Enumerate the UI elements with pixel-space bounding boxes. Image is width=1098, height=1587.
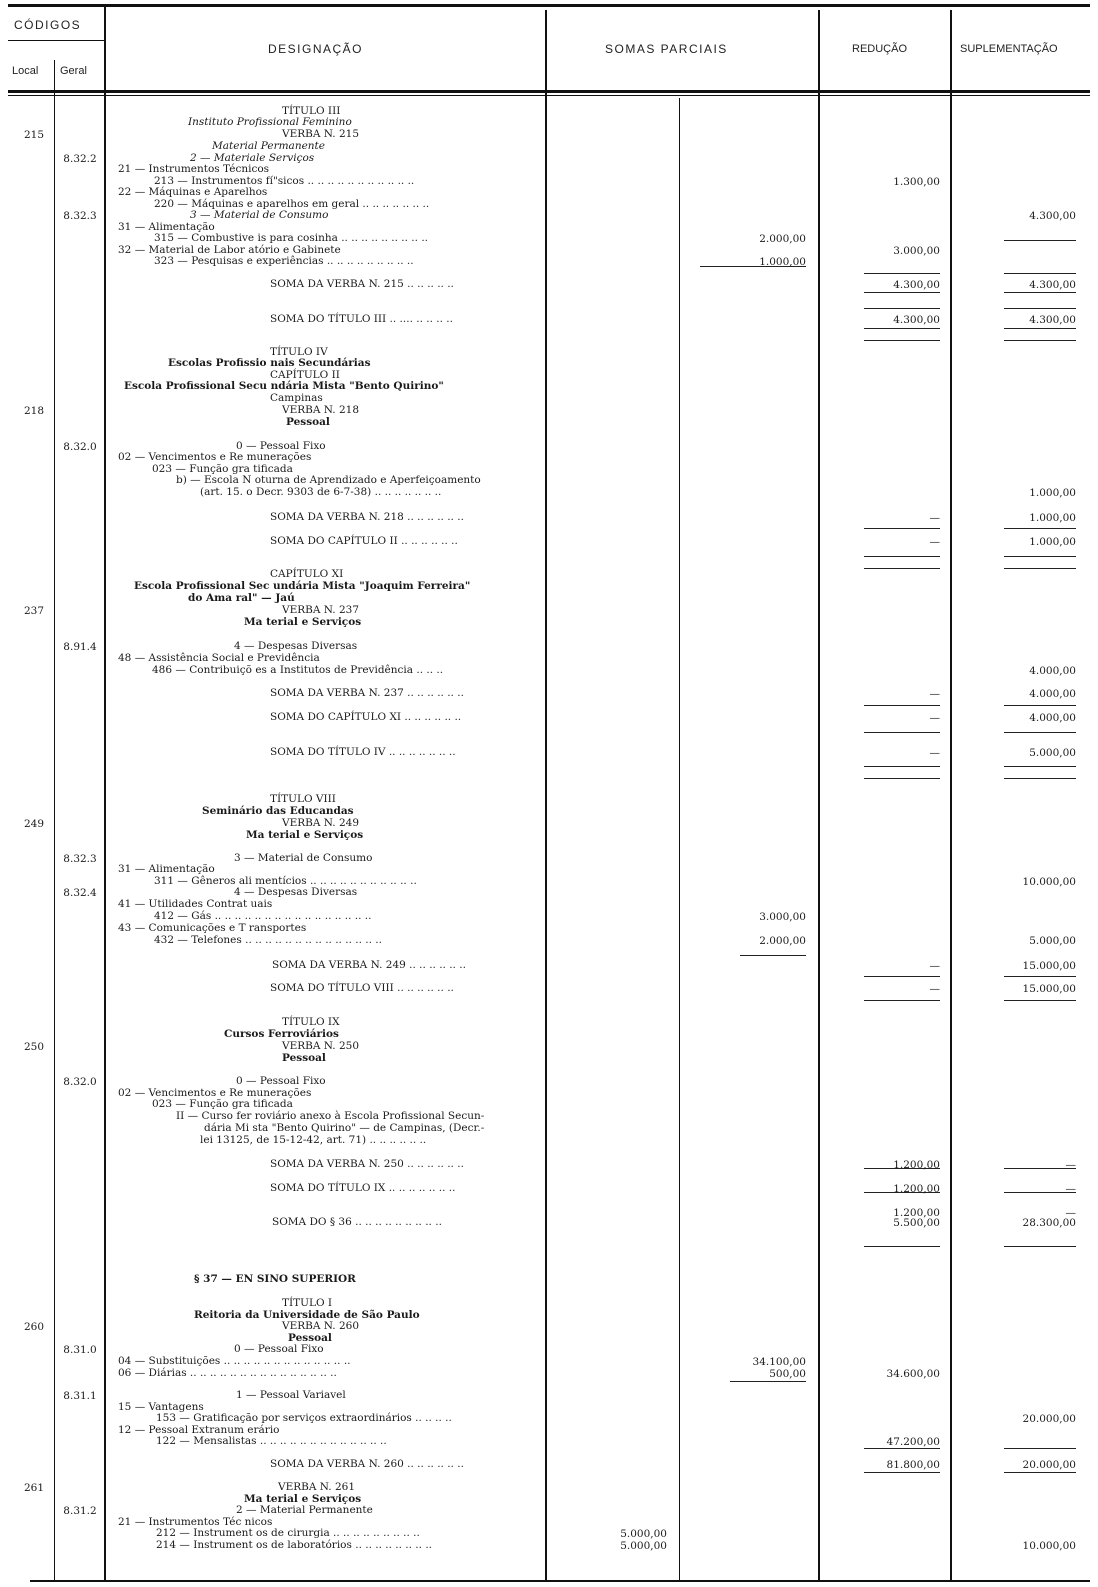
designacao-line: 311 — Gêneros ali mentícios .. .. .. .. .. .. .. .. .. .. .. — [154, 875, 417, 887]
designacao-line: 31 — Alimentação — [118, 221, 215, 233]
reducao-value: — — [929, 536, 940, 548]
codigo-geral: 8.31.2 — [63, 1505, 97, 1517]
suplementacao-value: 4.300,00 — [1029, 279, 1076, 291]
designacao-line: Campinas — [270, 392, 323, 404]
designacao-line: Ma terial e Serviços — [246, 829, 364, 841]
column-divider-somas-inner — [679, 98, 680, 1580]
designacao-line: 4 — Despesas Diversas — [234, 640, 358, 652]
reducao-value: — — [929, 512, 940, 524]
reducao-value: 5.500,00 — [893, 1217, 940, 1229]
designacao-line: SOMA DA VERBA N. 218 .. .. .. .. .. .. — [270, 511, 464, 523]
designacao-line: TÍTULO VIII — [270, 793, 336, 805]
column-divider-reducao — [950, 10, 952, 1580]
suplementacao-value: 5.000,00 — [1029, 935, 1076, 947]
designacao-line: 06 — Diárias .. .. .. .. .. .. .. .. .. .. .. .. .. .. .. — [118, 1367, 337, 1379]
designacao-line: 48 — Assistência Social e Previdência — [118, 652, 320, 664]
codigo-local: 237 — [24, 605, 45, 617]
reducao-value: — — [929, 747, 940, 759]
reducao-value: 47.200,00 — [886, 1436, 940, 1448]
total-rule — [864, 976, 940, 977]
designacao-line: dária Mi sta "Bento Quirino" — de Campinas, (Decr.- — [204, 1122, 485, 1134]
suplementacao-value: 4.300,00 — [1029, 210, 1076, 222]
designacao-line: 153 — Gratificação por serviços extraordinários .. .. .. .. — [156, 1412, 452, 1424]
header-local: Local — [12, 65, 39, 77]
designacao-line: SOMA DO TÍTULO VIII .. .. .. .. .. .. — [270, 982, 454, 994]
total-rule — [864, 328, 940, 329]
soma-parcial-value: 5.000,00 — [620, 1528, 667, 1540]
total-rule — [1004, 778, 1076, 779]
suplementacao-value: 4.000,00 — [1029, 688, 1076, 700]
codigo-geral: 8.31.1 — [63, 1390, 97, 1402]
designacao-line: 2 — Material Permanente — [236, 1504, 373, 1516]
suplementacao-value: 1.000,00 — [1029, 487, 1076, 499]
total-rule — [1004, 1000, 1076, 1001]
reducao-value: 4.300,00 — [893, 314, 940, 326]
suplementacao-value: 1.000,00 — [1029, 512, 1076, 524]
soma-parcial-value: 2.000,00 — [759, 935, 806, 947]
designacao-line: 315 — Combustive is para cosinha .. .. .. .. .. .. .. .. .. — [154, 232, 428, 244]
designacao-line: 4 — Despesas Diversas — [234, 886, 358, 898]
designacao-line: 0 — Pessoal Fixo — [236, 440, 326, 452]
designacao-line: Seminário das Educandas — [202, 805, 354, 817]
total-rule — [864, 292, 940, 293]
suplementacao-value: 10.000,00 — [1022, 876, 1076, 888]
suplementacao-value: 10.000,00 — [1022, 1540, 1076, 1552]
total-rule — [1004, 240, 1076, 241]
suplementacao-value: 4.000,00 — [1029, 665, 1076, 677]
codigo-local: 250 — [24, 1041, 45, 1053]
designacao-line: SOMA DO TÍTULO III .. .... .. .. .. .. — [270, 313, 453, 325]
designacao-line: SOMA DA VERBA N. 250 .. .. .. .. .. .. — [270, 1158, 464, 1170]
suplementacao-value: 28.300,00 — [1022, 1217, 1076, 1229]
soma-parcial-value: 5.000,00 — [620, 1540, 667, 1552]
suplementacao-value: — — [1065, 1159, 1076, 1171]
total-rule — [1004, 528, 1076, 529]
suplementacao-value: 4.000,00 — [1029, 712, 1076, 724]
total-rule — [1004, 328, 1076, 329]
designacao-line: § 37 — EN SINO SUPERIOR — [194, 1273, 356, 1285]
codigo-local: 249 — [24, 818, 45, 830]
designacao-line: 0 — Pessoal Fixo — [234, 1343, 324, 1355]
designacao-line: CAPÍTULO II — [270, 369, 340, 381]
reducao-value: 1.200,00 — [893, 1207, 940, 1219]
total-rule — [1004, 705, 1076, 706]
designacao-line: 432 — Telefones .. .. .. .. .. .. .. .. .. .. .. .. .. .. — [154, 934, 382, 946]
designacao-line: VERBA N. 250 — [282, 1040, 360, 1052]
total-rule — [864, 766, 940, 767]
designacao-line: 04 — Substituições .. .. .. .. .. .. .. .. .. .. .. .. .. — [118, 1355, 351, 1367]
designacao-line: Reitoria da Universidade de São Paulo — [194, 1309, 420, 1321]
reducao-value: 1.200,00 — [893, 1183, 940, 1195]
reducao-value: 1.300,00 — [893, 176, 940, 188]
header-geral: Geral — [60, 65, 87, 77]
total-rule — [1004, 273, 1076, 274]
designacao-line: Material Permanente — [212, 140, 325, 152]
header-reducao: REDUÇÃO — [852, 43, 908, 55]
total-rule — [864, 308, 940, 309]
total-rule — [864, 556, 940, 557]
codigos-divider — [8, 40, 104, 41]
designacao-line: VERBA N. 237 — [282, 604, 360, 616]
header-somas-parciais: SOMAS PARCIAIS — [605, 42, 728, 56]
total-rule — [1004, 556, 1076, 557]
total-rule — [864, 340, 940, 341]
designacao-line: 12 — Pessoal Extranum erário — [118, 1424, 280, 1436]
designacao-line: II — Curso fer roviário anexo à Escola Profissional Secun- — [176, 1110, 485, 1122]
reducao-value: — — [929, 712, 940, 724]
designacao-line: SOMA DO CAPÍTULO XI .. .. .. .. .. .. — [270, 711, 462, 723]
total-rule — [1004, 1472, 1076, 1473]
designacao-line: SOMA DA VERBA N. 237 .. .. .. .. .. .. — [270, 687, 464, 699]
designacao-line: Instituto Profissional Feminino — [188, 116, 352, 128]
designacao-line: 3 — Material de Consumo — [190, 209, 329, 221]
designacao-line: 21 — Instrumentos Téc nicos — [118, 1516, 273, 1528]
designacao-line: SOMA DA VERBA N. 249 .. .. .. .. .. .. — [272, 959, 466, 971]
designacao-line: SOMA DO CAPÍTULO II .. .. .. .. .. .. — [270, 535, 458, 547]
designacao-line: SOMA DO TÍTULO IX .. .. .. .. .. .. .. — [270, 1182, 456, 1194]
codigo-local: 218 — [24, 405, 45, 417]
reducao-value: 3.000,00 — [893, 245, 940, 257]
total-rule — [1004, 732, 1076, 733]
reducao-value: — — [929, 983, 940, 995]
designacao-line: do Ama ral" — Jaú — [188, 592, 295, 604]
designacao-line: 43 — Comunicações e T ransportes — [118, 922, 307, 934]
designacao-line: Pessoal — [288, 1332, 332, 1344]
codigo-geral: 8.32.3 — [63, 210, 97, 222]
designacao-line: 21 — Instrumentos Técnicos — [118, 163, 270, 175]
designacao-line: 0 — Pessoal Fixo — [236, 1075, 326, 1087]
total-rule — [864, 732, 940, 733]
top-border — [8, 4, 1090, 7]
total-rule — [730, 1381, 806, 1382]
designacao-line: 31 — Alimentação — [118, 863, 215, 875]
codigo-geral: 8.91.4 — [63, 641, 97, 653]
designacao-line: 023 — Função gra tificada — [152, 463, 293, 475]
soma-parcial-value: 34.100,00 — [752, 1356, 806, 1368]
suplementacao-value: 15.000,00 — [1022, 983, 1076, 995]
designacao-line: TÍTULO IX — [282, 1016, 340, 1028]
designacao-line: 323 — Pesquisas e experiências .. .. .. .. .. .. .. .. .. — [154, 255, 414, 267]
total-rule — [1004, 766, 1076, 767]
designacao-line: 41 — Utilidades Contrat uais — [118, 898, 273, 910]
column-divider-codigos — [104, 6, 106, 1580]
column-divider-designacao — [545, 10, 547, 1580]
suplementacao-value: 1.000,00 — [1029, 536, 1076, 548]
designacao-line: 02 — Vencimentos e Re munerações — [118, 1087, 312, 1099]
designacao-line: Cursos Ferroviários — [224, 1028, 339, 1040]
designacao-line: SOMA DO § 36 .. .. .. .. .. .. .. .. .. — [272, 1216, 442, 1228]
codigo-geral: 8.32.0 — [63, 1076, 97, 1088]
designacao-line: 486 — Contribuiçõ es a Institutos de Previdência .. .. .. — [152, 664, 444, 676]
codigo-geral: 8.32.2 — [63, 153, 97, 165]
designacao-line: b) — Escola N oturna de Aprendizado e Aperfeiçoamento — [176, 474, 481, 486]
designacao-line: Pessoal — [282, 1052, 326, 1064]
total-rule — [740, 955, 806, 956]
designacao-line: 214 — Instrument os de laboratórios .. .. .. .. .. .. .. .. — [156, 1539, 432, 1551]
header-designacao: DESIGNAÇÃO — [268, 42, 364, 56]
soma-parcial-value: 3.000,00 — [759, 911, 806, 923]
designacao-line: 213 — Instrumentos fí"sicos .. .. .. .. .. .. .. .. .. .. .. — [154, 175, 415, 187]
designacao-line: Escola Profissional Sec undária Mista "Joaquim Ferreira" — [134, 580, 471, 592]
total-rule — [864, 778, 940, 779]
designacao-line: 212 — Instrument os de cirurgia .. .. .. .. .. .. .. .. .. — [156, 1527, 420, 1539]
codigo-local: 215 — [24, 129, 45, 141]
suplementacao-value: — — [1065, 1183, 1076, 1195]
designacao-line: 2 — Materiale Serviços — [190, 152, 315, 164]
designacao-line: Ma terial e Serviços — [244, 1493, 362, 1505]
total-rule — [864, 1472, 940, 1473]
soma-parcial-value: 2.000,00 — [759, 233, 806, 245]
total-rule — [1004, 1246, 1076, 1247]
total-rule — [864, 1246, 940, 1247]
codigo-geral: 8.32.4 — [63, 887, 97, 899]
designacao-line: 1 — Pessoal Variavel — [236, 1389, 346, 1401]
designacao-line: 22 — Máquinas e Aparelhos — [118, 186, 268, 198]
designacao-line: SOMA DA VERBA N. 215 .. .. .. .. .. — [270, 278, 454, 290]
soma-parcial-value: 1.000,00 — [759, 256, 806, 268]
total-rule — [864, 528, 940, 529]
designacao-line: SOMA DO TÍTULO IV .. .. .. .. .. .. .. — [270, 746, 456, 758]
header-bottom-border-thin — [8, 95, 1090, 96]
designacao-line: 220 — Máquinas e aparelhos em geral .. .. .. .. .. .. .. — [154, 198, 430, 210]
bottom-border — [30, 1580, 1090, 1582]
designacao-line: VERBA N. 218 — [282, 404, 360, 416]
designacao-line: 023 — Função gra tificada — [152, 1098, 293, 1110]
column-divider-local — [54, 60, 55, 1580]
suplementacao-value: 20.000,00 — [1022, 1413, 1076, 1425]
codigo-local: 261 — [24, 1482, 45, 1494]
suplementacao-value: 5.000,00 — [1029, 747, 1076, 759]
designacao-line: TÍTULO I — [282, 1297, 333, 1309]
total-rule — [1004, 976, 1076, 977]
total-rule — [1004, 308, 1076, 309]
reducao-value: — — [929, 688, 940, 700]
designacao-line: Ma terial e Serviços — [244, 616, 362, 628]
total-rule — [864, 568, 940, 569]
total-rule — [1004, 568, 1076, 569]
reducao-value: 81.800,00 — [886, 1459, 940, 1471]
header-codigos: CÓDIGOS — [14, 18, 82, 32]
designacao-line: 32 — Material de Labor atório e Gabinete — [118, 244, 341, 256]
reducao-value: 4.300,00 — [893, 279, 940, 291]
designacao-line: Escolas Profissio nais Secundárias — [168, 357, 371, 369]
column-divider-somas — [818, 10, 820, 1580]
designacao-line: TÍTULO III — [282, 105, 341, 117]
codigo-geral: 8.32.3 — [63, 853, 97, 865]
total-rule — [1004, 340, 1076, 341]
designacao-line: VERBA N. 249 — [282, 817, 360, 829]
reducao-value: — — [929, 960, 940, 972]
reducao-value: 1.200,00 — [893, 1159, 940, 1171]
designacao-line: Escola Profissional Secu ndária Mista "Bento Quirino" — [124, 380, 444, 392]
designacao-line: (art. 15. o Decr. 9303 de 6-7-38) .. .. .. .. .. .. .. — [200, 486, 442, 498]
suplementacao-value: 20.000,00 — [1022, 1459, 1076, 1471]
reducao-value: 34.600,00 — [886, 1368, 940, 1380]
total-rule — [864, 273, 940, 274]
designacao-line: VERBA N. 260 — [282, 1320, 360, 1332]
total-rule — [864, 1448, 940, 1449]
designacao-line: VERBA N. 215 — [282, 128, 360, 140]
designacao-line: VERBA N. 261 — [278, 1481, 356, 1493]
designacao-line: 122 — Mensalistas .. .. .. .. .. .. .. .. .. .. .. .. .. — [156, 1435, 387, 1447]
suplementacao-value: 15.000,00 — [1022, 960, 1076, 972]
designacao-line: Pessoal — [286, 416, 330, 428]
total-rule — [864, 705, 940, 706]
total-rule — [1004, 292, 1076, 293]
designacao-line: SOMA DA VERBA N. 260 .. .. .. .. .. .. — [270, 1458, 464, 1470]
header-bottom-border — [8, 90, 1090, 93]
designacao-line: 412 — Gás .. .. .. .. .. .. .. .. .. .. .. .. .. .. .. .. — [154, 910, 372, 922]
suplementacao-value: 4.300,00 — [1029, 314, 1076, 326]
suplementacao-value: — — [1065, 1207, 1076, 1219]
total-rule — [1004, 1448, 1076, 1449]
designacao-line: 15 — Vantagens — [118, 1401, 204, 1413]
designacao-line: CAPÍTULO XI — [270, 568, 344, 580]
designacao-line: lei 13125, de 15-12-42, art. 71) .. .. .. .. .. .. — [200, 1134, 427, 1146]
codigo-geral: 8.32.0 — [63, 441, 97, 453]
designacao-line: TÍTULO IV — [270, 346, 328, 358]
codigo-local: 260 — [24, 1321, 45, 1333]
designacao-line: 02 — Vencimentos e Re munerações — [118, 451, 312, 463]
soma-parcial-value: 500,00 — [769, 1368, 806, 1380]
header-suplementacao: SUPLEMENTAÇÃO — [960, 43, 1058, 55]
total-rule — [864, 1000, 940, 1001]
codigo-geral: 8.31.0 — [63, 1344, 97, 1356]
designacao-line: 3 — Material de Consumo — [234, 852, 373, 864]
